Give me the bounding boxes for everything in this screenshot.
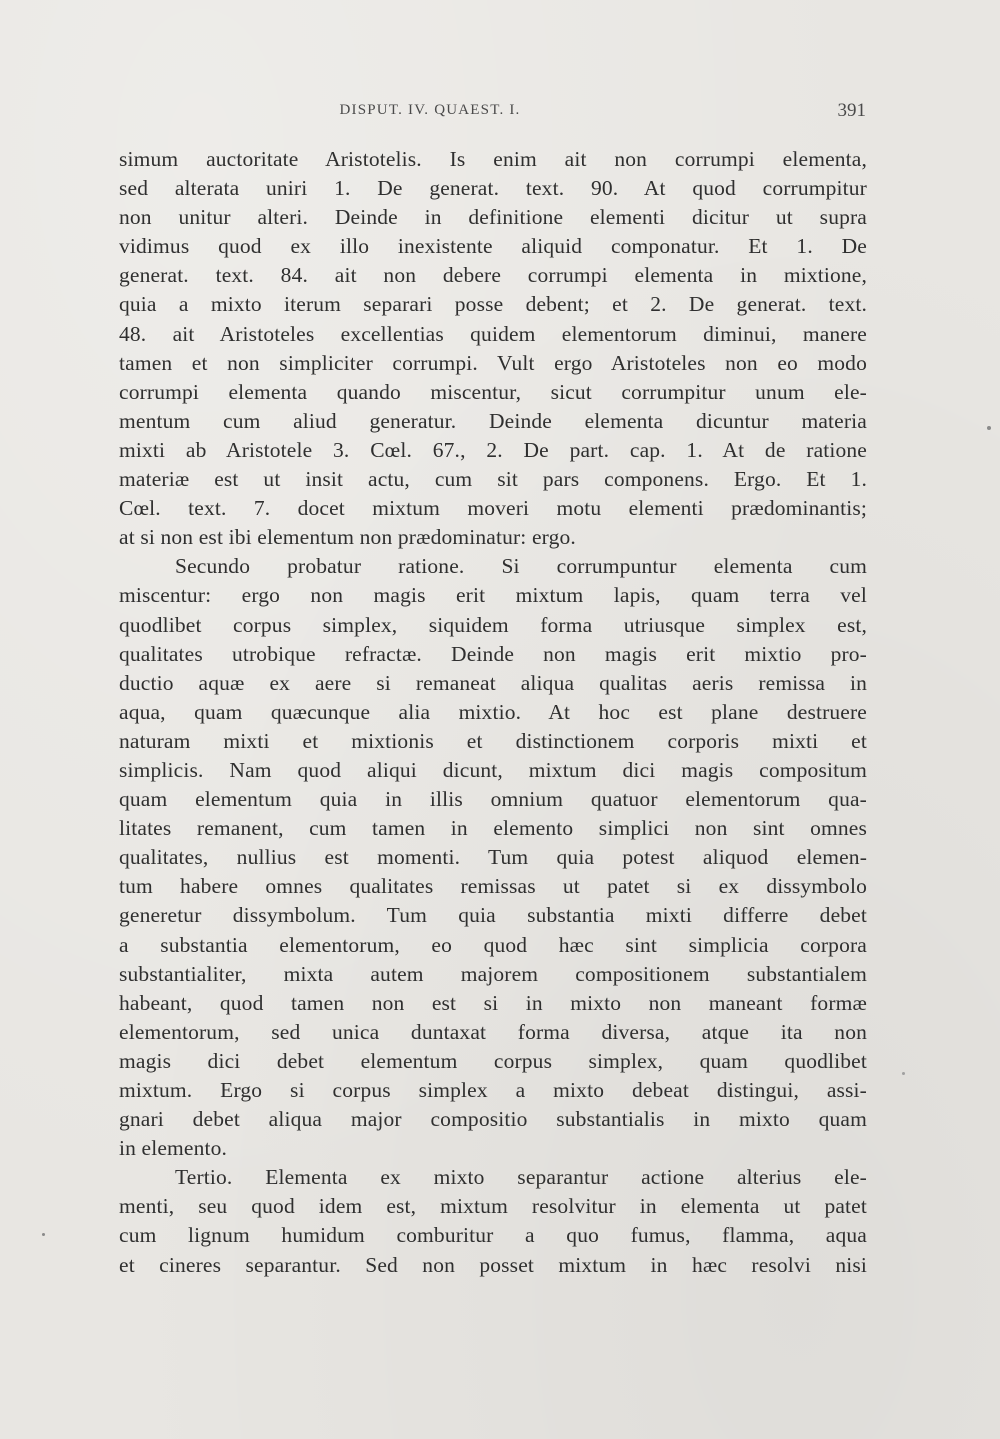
text-line: menti, seu quod idem est, mixtum resolvitur in elementa ut patet [119, 1194, 867, 1219]
text-line: non unitur alteri. Deinde in definitione elementi dicitur ut supra [119, 205, 867, 230]
text-line: corrumpi elementa quando miscentur, sicut corrumpitur unum ele- [119, 379, 867, 404]
text-line: quia a mixto iterum separari posse debent; et 2. De generat. text. [119, 292, 867, 317]
body-text [119, 145, 867, 1280]
text-line: et cineres separantur. Sed non posset mixtum in hæc resolvi nisi [119, 1252, 867, 1277]
text-line: simplicis. Nam quod aliqui dicunt, mixtum dici magis compositum [119, 757, 867, 782]
text-line: quodlibet corpus simplex, siquidem forma utriusque simplex est, [119, 612, 867, 637]
page-number: 391 [837, 100, 866, 121]
text-line: Cœl. text. 7. docet mixtum moveri motu elementi prædominantis; [119, 496, 867, 521]
paper-speck [987, 426, 991, 430]
paper-speck [902, 1072, 905, 1075]
text-line: materiæ est ut insit actu, cum sit pars componens. Ergo. Et 1. [119, 467, 867, 492]
running-head [120, 100, 866, 124]
text-line: vidimus quod ex illo inexistente aliquid componatur. Et 1. De [119, 234, 867, 259]
text-line: 48. ait Aristoteles excellentias quidem elementorum diminui, manere [119, 321, 867, 346]
text-line: aqua, quam quæcunque alia mixtio. At hoc est plane destruere [119, 699, 867, 724]
text-line: sed alterata uniri 1. De generat. text. 90. At quod corrumpitur [119, 176, 867, 201]
running-title: DISPUT. IV. QUAEST. I. [339, 102, 521, 118]
text-line: habeant, quod tamen non est si in mixto non maneant formæ [119, 990, 867, 1015]
text-line: generat. text. 84. ait non debere corrumpi elementa in mixtione, [119, 263, 867, 288]
text-line: ductio aquæ ex aere si remaneat aliqua qualitas aeris remissa in [119, 670, 867, 695]
text-line: mentum cum aliud generatur. Deinde elementa dicuntur materia [119, 408, 867, 433]
text-line: generetur dissymbolum. Tum quia substantia mixti differre debet [119, 903, 867, 928]
text-line: miscentur: ergo non magis erit mixtum lapis, quam terra vel [119, 583, 867, 608]
text-line: gnari debet aliqua major compositio substantialis in mixto quam [119, 1107, 867, 1132]
text-line: mixti ab Aristotele 3. Cœl. 67., 2. De part. cap. 1. At de ratione [119, 437, 867, 462]
text-line: litates remanent, cum tamen in elemento simplici non sint omnes [119, 816, 867, 841]
text-line: tamen et non simpliciter corrumpi. Vult ergo Aristoteles non eo modo [119, 350, 867, 375]
paper-speck [42, 1233, 45, 1236]
text-line: at si non est ibi elementum non prædominatur: ergo. [119, 525, 576, 550]
text-line: Secundo probatur ratione. Si corrumpuntur elementa cum [175, 554, 867, 579]
text-line: tum habere omnes qualitates remissas ut patet si ex dissymbolo [119, 874, 867, 899]
text-line: mixtum. Ergo si corpus simplex a mixto debeat distingui, assi- [119, 1078, 867, 1102]
text-line: in elemento. [119, 1136, 228, 1161]
text-line: naturam mixti et mixtionis et distinctionem corporis mixti et [119, 728, 867, 753]
text-line: qualitates, nullius est momenti. Tum quia potest aliquod elemen- [119, 845, 867, 870]
text-line: elementorum, sed unica duntaxat forma diversa, atque ita non [119, 1019, 867, 1044]
text-line: quam elementum quia in illis omnium quatuor elementorum qua- [119, 787, 867, 812]
text-line: Tertio. Elementa ex mixto separantur actione alterius ele- [175, 1165, 867, 1190]
text-line: magis dici debet elementum corpus simplex, quam quodlibet [119, 1048, 867, 1073]
text-line: cum lignum humidum comburitur a quo fumus, flamma, aqua [119, 1223, 867, 1248]
text-line: a substantia elementorum, eo quod hæc sint simplicia corpora [119, 932, 867, 957]
text-line: substantialiter, mixta autem majorem compositionem substantialem [119, 961, 867, 986]
text-line: qualitates utrobique refractæ. Deinde non magis erit mixtio pro- [119, 641, 867, 666]
text-line: simum auctoritate Aristotelis. Is enim ait non corrumpi elementa, [119, 147, 867, 171]
